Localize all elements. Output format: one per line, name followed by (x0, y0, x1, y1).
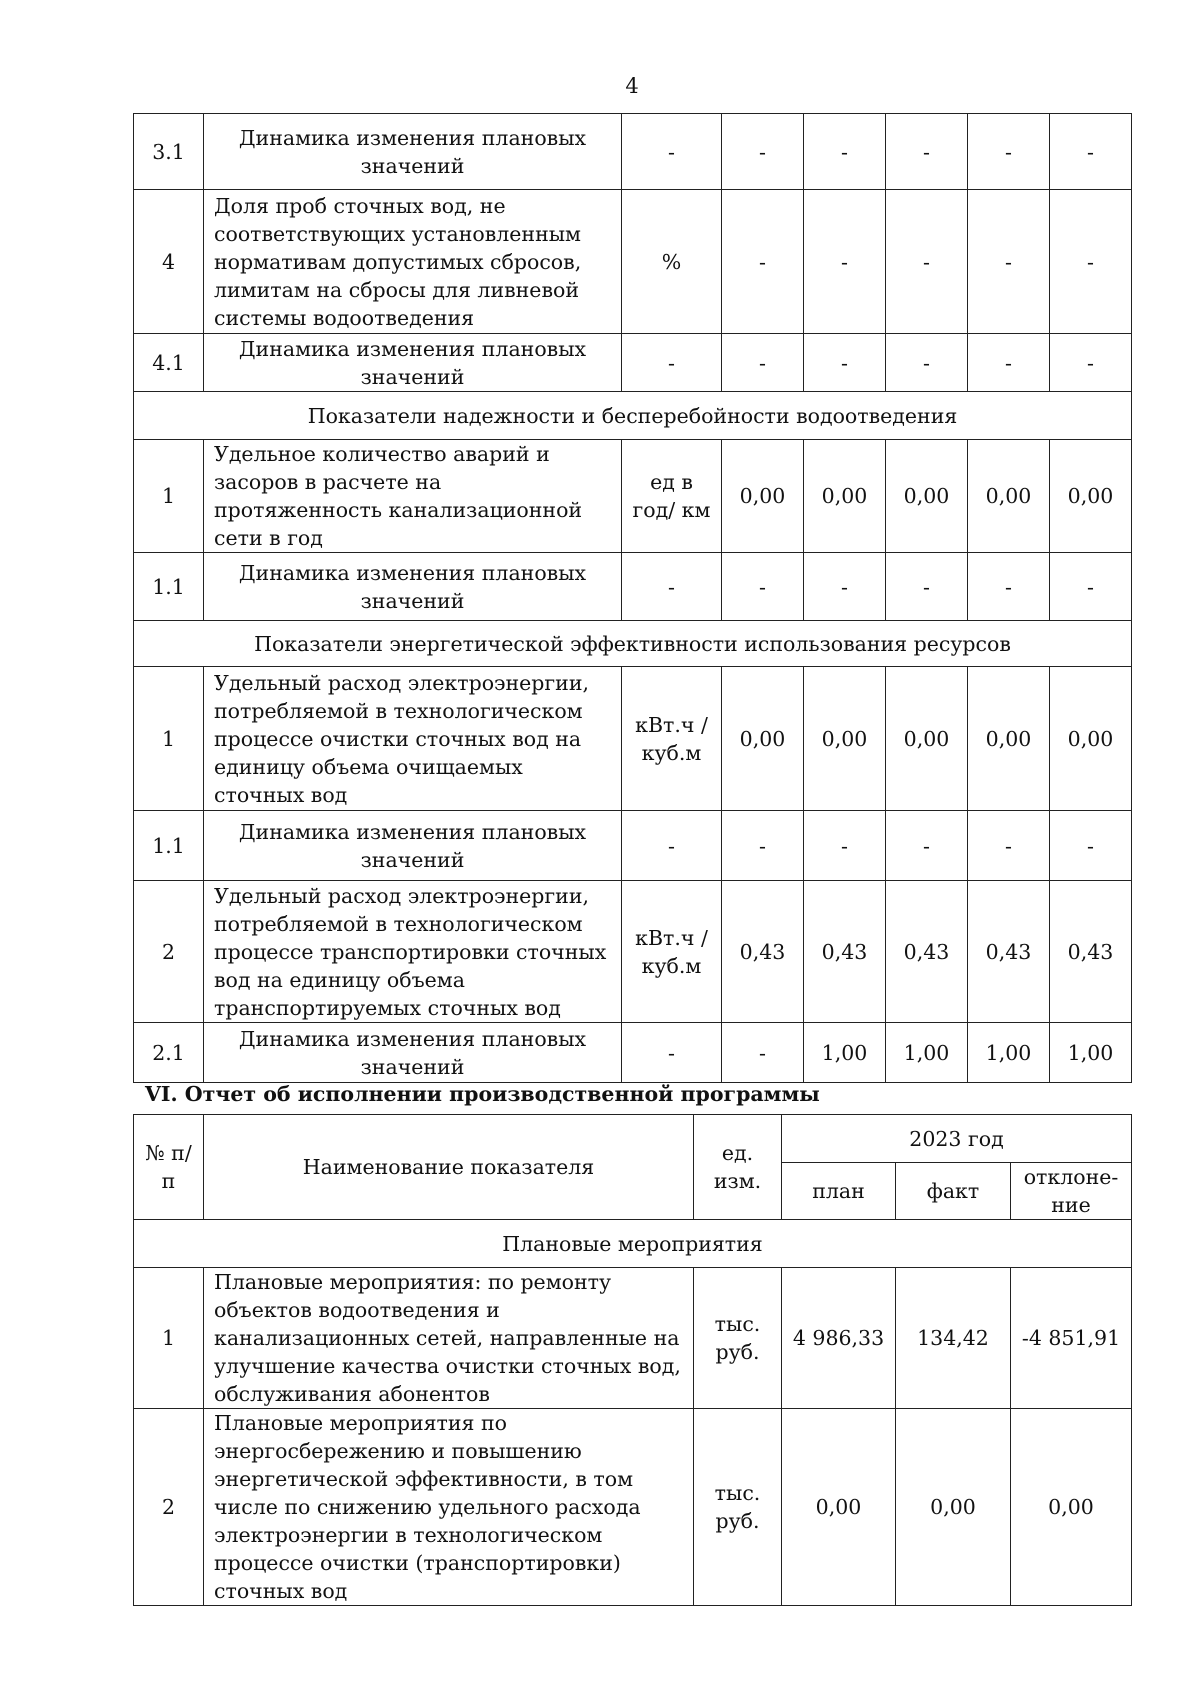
page-number: 4 (625, 74, 639, 98)
row-number: 1 (134, 1268, 204, 1409)
indicator-name: Удельный расход электроэнергии, потребляемой в технологическом процессе очистки сточных вод на единицу объема очищаемых сточных вод (204, 667, 622, 811)
unit-cell: кВт.ч / куб.м (622, 667, 722, 811)
unit-cell: тыс. руб. (694, 1268, 782, 1409)
unit-cell: - (622, 334, 722, 392)
header-fact: факт (896, 1163, 1011, 1220)
value-cell: - (722, 1023, 804, 1083)
value-cell: 0,00 (804, 667, 886, 811)
unit-cell: ед в год/ км (622, 440, 722, 553)
deviation-value: 0,00 (1011, 1409, 1132, 1606)
value-cell: - (1050, 190, 1132, 334)
value-cell: - (968, 190, 1050, 334)
value-cell: - (804, 190, 886, 334)
header-year: 2023 год (782, 1115, 1132, 1163)
table-row (134, 114, 1132, 190)
value-cell: 1,00 (968, 1023, 1050, 1083)
value-cell: 0,00 (1050, 440, 1132, 553)
indicator-name: Динамика изменения плановых значений (204, 1023, 622, 1083)
value-cell: - (968, 334, 1050, 392)
measure-name: Плановые мероприятия по энергосбережению и повышению энергетической эффективности, в том числе по снижению удельного расхода электроэнергии в технологическом процессе очистки (транспортировки) сточных вод (204, 1409, 694, 1606)
section-row (134, 392, 1132, 440)
value-cell: 0,43 (968, 881, 1050, 1023)
value-cell: - (804, 114, 886, 190)
value-cell: - (886, 114, 968, 190)
value-cell: 0,00 (968, 667, 1050, 811)
value-cell: 1,00 (1050, 1023, 1132, 1083)
row-number: 4.1 (134, 334, 204, 392)
value-cell: - (722, 553, 804, 621)
section-heading: VI. Отчет об исполнении производственной программы (145, 1082, 820, 1106)
value-cell: - (968, 114, 1050, 190)
unit-cell: тыс. руб. (694, 1409, 782, 1606)
value-cell: - (622, 1023, 722, 1083)
value-cell: 1,00 (886, 1023, 968, 1083)
value-cell: - (886, 334, 968, 392)
indicator-name: Динамика изменения плановых значений (204, 811, 622, 881)
deviation-value: -4 851,91 (1011, 1268, 1132, 1409)
row-number: 2 (134, 1409, 204, 1606)
section-title: Показатели надежности и бесперебойности водоотведения (134, 392, 1132, 440)
row-number: 1 (134, 667, 204, 811)
header-plan: план (782, 1163, 896, 1220)
row-number: 3.1 (134, 114, 204, 190)
row-number: 2 (134, 881, 204, 1023)
plan-value: 0,00 (782, 1409, 896, 1606)
value-cell: 0,00 (804, 440, 886, 553)
value-cell: - (886, 553, 968, 621)
fact-value: 0,00 (896, 1409, 1011, 1606)
indicators-table (133, 113, 1132, 1083)
value-cell: 0,00 (722, 440, 804, 553)
value-cell: - (804, 811, 886, 881)
indicator-name: Удельное количество аварий и засоров в расчете на протяженность канализационной сети в год (204, 440, 622, 553)
table-row (134, 811, 1132, 881)
measure-name: Плановые мероприятия: по ремонту объектов водоотведения и канализационных сетей, направленные на улучшение качества очистки сточных вод, обслуживания абонентов (204, 1268, 694, 1409)
table-row (134, 1268, 1132, 1409)
indicator-name: Доля проб сточных вод, не соответствующих установленным нормативам допустимых сбросов, лимитам на сбросы для ливневой системы водоотведения (204, 190, 622, 334)
value-cell: 0,43 (722, 881, 804, 1023)
value-cell: - (804, 553, 886, 621)
value-cell: - (1050, 114, 1132, 190)
value-cell: 0,00 (886, 440, 968, 553)
header-deviation: отклоне-ние (1011, 1163, 1132, 1220)
value-cell: 0,43 (886, 881, 968, 1023)
value-cell: - (886, 811, 968, 881)
table-row (134, 334, 1132, 392)
indicator-name: Динамика изменения плановых значений (204, 334, 622, 392)
value-cell: 0,00 (886, 667, 968, 811)
row-number: 1 (134, 440, 204, 553)
row-number: 1.1 (134, 811, 204, 881)
unit-cell: - (622, 811, 722, 881)
value-cell: - (722, 114, 804, 190)
section-row (134, 621, 1132, 667)
table-row (134, 667, 1132, 811)
section-title: Показатели энергетической эффективности использования ресурсов (134, 621, 1132, 667)
header-name: Наименование показателя (204, 1115, 694, 1220)
value-cell: 0,43 (1050, 881, 1132, 1023)
unit-cell: - (622, 553, 722, 621)
value-cell: 0,43 (804, 881, 886, 1023)
fact-value: 134,42 (896, 1268, 1011, 1409)
row-number: 2.1 (134, 1023, 204, 1083)
value-cell: 1,00 (804, 1023, 886, 1083)
value-cell: - (886, 190, 968, 334)
table-row (134, 553, 1132, 621)
unit-cell: % (622, 190, 722, 334)
table-row (134, 1409, 1132, 1606)
table-row (134, 881, 1132, 1023)
value-cell: 0,00 (1050, 667, 1132, 811)
table-row (134, 440, 1132, 553)
indicator-name: Динамика изменения плановых значений (204, 114, 622, 190)
indicator-name: Удельный расход электроэнергии, потребляемой в технологическом процессе транспортировки сточных вод на единицу объема транспортируемых сточных вод (204, 881, 622, 1023)
value-cell: - (968, 553, 1050, 621)
program-report-table (133, 1114, 1132, 1606)
header-unit: ед. изм. (694, 1115, 782, 1220)
unit-cell: - (622, 114, 722, 190)
table-row (134, 1023, 1132, 1083)
section-row: Плановые мероприятия (134, 1220, 1132, 1268)
plan-value: 4 986,33 (782, 1268, 896, 1409)
value-cell: - (722, 190, 804, 334)
value-cell: - (722, 811, 804, 881)
value-cell: 0,00 (968, 440, 1050, 553)
row-number: 4 (134, 190, 204, 334)
indicator-name: Динамика изменения плановых значений (204, 553, 622, 621)
row-number: 1.1 (134, 553, 204, 621)
header-num: № п/п (134, 1115, 204, 1220)
value-cell: - (1050, 334, 1132, 392)
value-cell: - (722, 334, 804, 392)
unit-cell: кВт.ч / куб.м (622, 881, 722, 1023)
value-cell: - (968, 811, 1050, 881)
value-cell: - (1050, 553, 1132, 621)
value-cell: - (804, 334, 886, 392)
table-row (134, 190, 1132, 334)
value-cell: - (1050, 811, 1132, 881)
value-cell: 0,00 (722, 667, 804, 811)
